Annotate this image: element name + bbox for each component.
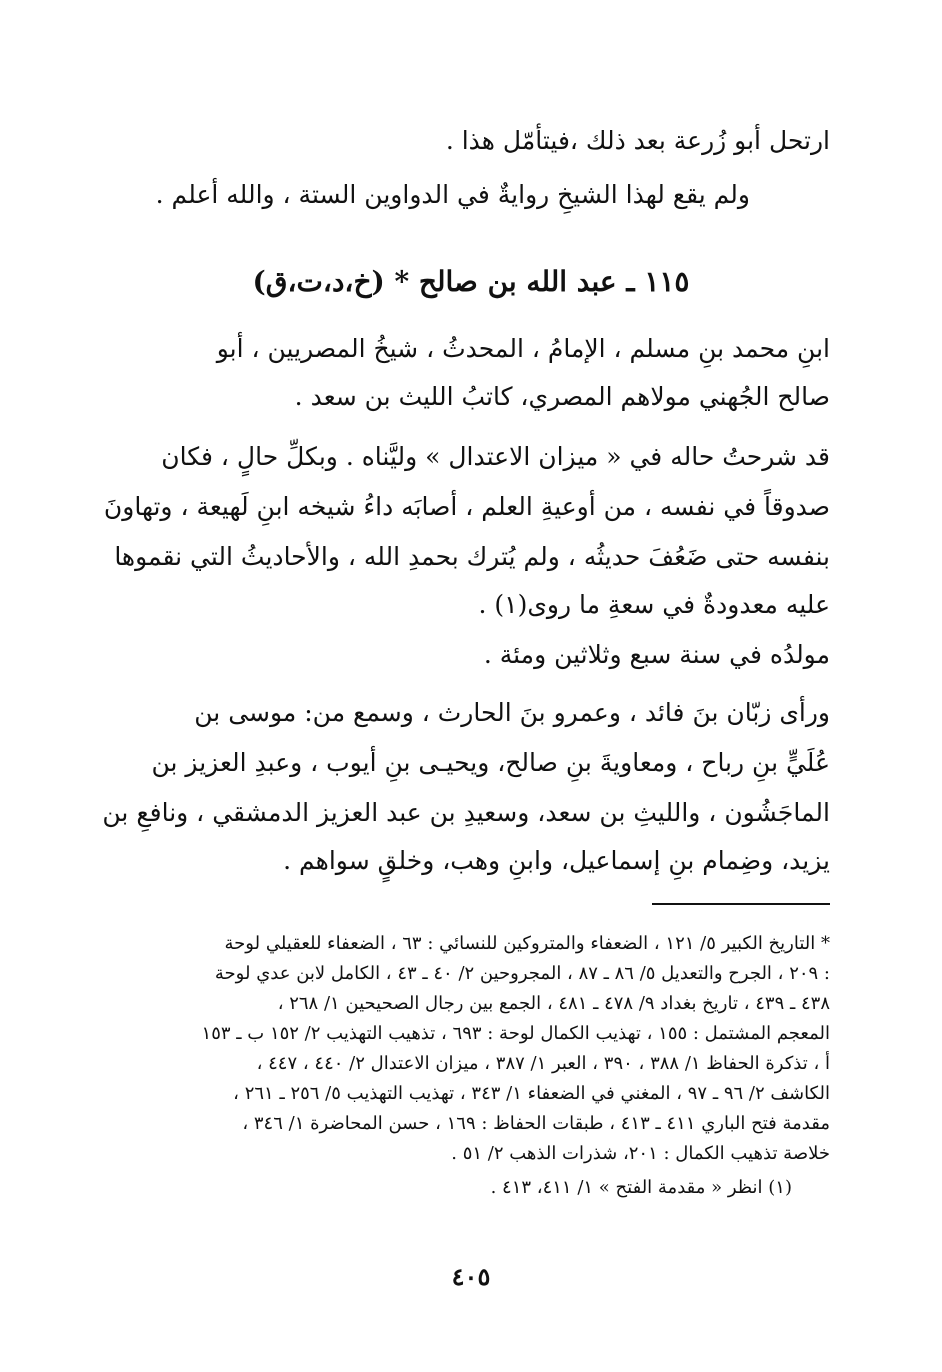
footnote-line-5: أ ، تذكرة الحفاظ ١/ ٣٨٨ ، ٣٩٠ ، العبر ١/ ٣٨٧ ، ميزان الاعتدال ٢/ ٤٤٠ ، ٤٤٧ ،: [256, 1053, 830, 1074]
paragraph1-line-2: صالح الجُهني مولاهم المصري، كاتبُ الليث بن سعد .: [294, 382, 830, 411]
entry-heading: ١١٥ ـ عبد الله بن صالح * (خ،د،ت،ق): [252, 265, 690, 298]
paragraph4-line-1: ورأى زبّان بنَ فائد ، وعمرو بنَ الحارث ، وسمع من: موسى بن: [194, 698, 830, 727]
paragraph2-line-2: صدوقاً في نفسه ، من أوعيةِ العلم ، أصابَه داءُ شيخه ابنِ لَهيعة ، وتهاونَ: [103, 492, 830, 521]
footnote-line-6: الكاشف ٢/ ٩٦ ـ ٩٧ ، المغني في الضعفاء ١/ ٣٤٣ ، تهذيب التهذيب ٥/ ٢٥٦ ـ ٢٦١ ،: [233, 1083, 830, 1104]
page-number: ٤٠٥: [451, 1262, 491, 1291]
paragraph2-line-4: عليه معدودةٌ في سعةِ ما روى(١) .: [478, 590, 830, 619]
footnote-separator: [652, 903, 830, 905]
paragraph1-line-1: ابنِ محمد بنِ مسلم ، الإمامُ ، المحدثُ ، شيخُ المصريين ، أبو: [216, 334, 830, 363]
intro-line-2: ولم يقع لهذا الشيخِ روايةٌ في الدواوين الستة ، والله أعلم .: [155, 180, 750, 209]
footnote-line-4: المعجم المشتمل : ١٥٥ ، تهذيب الكمال لوحة : ٦٩٣ ، تذهيب التهذيب ٢/ ١٥٢ ب ـ ١٥٣: [201, 1023, 830, 1044]
paragraph4-line-3: الماجَشُون ، والليثِ بن سعد، وسعيدِ بن عبد العزيز الدمشقي ، ونافعِ بن: [102, 798, 830, 827]
paragraph2-line-1: قد شرحتُ حاله في « ميزان الاعتدال » وليَّناه . وبكلِّ حالٍ ، فكان: [161, 442, 830, 471]
footnote-line-2: : ٢٠٩ ، الجرح والتعديل ٥/ ٨٦ ـ ٨٧ ، المجروحين ٢/ ٤٠ ـ ٤٣ ، الكامل لابن عدي لوحة: [214, 963, 830, 984]
footnote-line-1: * التاريخ الكبير ٥/ ١٢١ ، الضعفاء والمتروكين للنسائي : ٦٣ ، الضعفاء للعقيلي لوحة: [224, 933, 830, 954]
intro-line-1: ارتحل أبو زُرعة بعد ذلك ،فيتأمّل هذا .: [445, 126, 830, 155]
footnote-line-3: ٤٣٨ ـ ٤٣٩ ، تاريخ بغداد ٩/ ٤٧٨ ـ ٤٨١ ، الجمع بين رجال الصحيحين ١/ ٢٦٨ ،: [277, 993, 830, 1014]
footnote-line-8: خلاصة تذهيب الكمال : ٢٠١، شذرات الذهب ٢/ ٥١ .: [451, 1143, 830, 1164]
footnote-line-9: (١) انظر « مقدمة الفتح » ١/ ٤١١، ٤١٣ .: [490, 1177, 792, 1198]
paragraph4-line-2: عُلَيٍّ بنِ رباح ، ومعاويةَ بنِ صالح، ويحيـى بنِ أيوب ، وعبدِ العزيز بن: [151, 748, 830, 777]
footnote-line-7: مقدمة فتح الباري ٤١١ ـ ٤١٣ ، طبقات الحفاظ : ١٦٩ ، حسن المحاضرة ١/ ٣٤٦ ،: [242, 1113, 830, 1134]
paragraph3-line-1: مولدُه في سنة سبع وثلاثين ومئة .: [483, 640, 830, 669]
paragraph2-line-3: بنفسه حتى ضَعُفَ حديثُه ، ولم يُترك بحمدِ الله ، والأحاديثُ التي نقموها: [114, 542, 830, 571]
paragraph4-line-4: يزيد، وضِمام بنِ إسماعيل، وابنِ وهب، وخلقٍ سواهم .: [283, 846, 830, 875]
